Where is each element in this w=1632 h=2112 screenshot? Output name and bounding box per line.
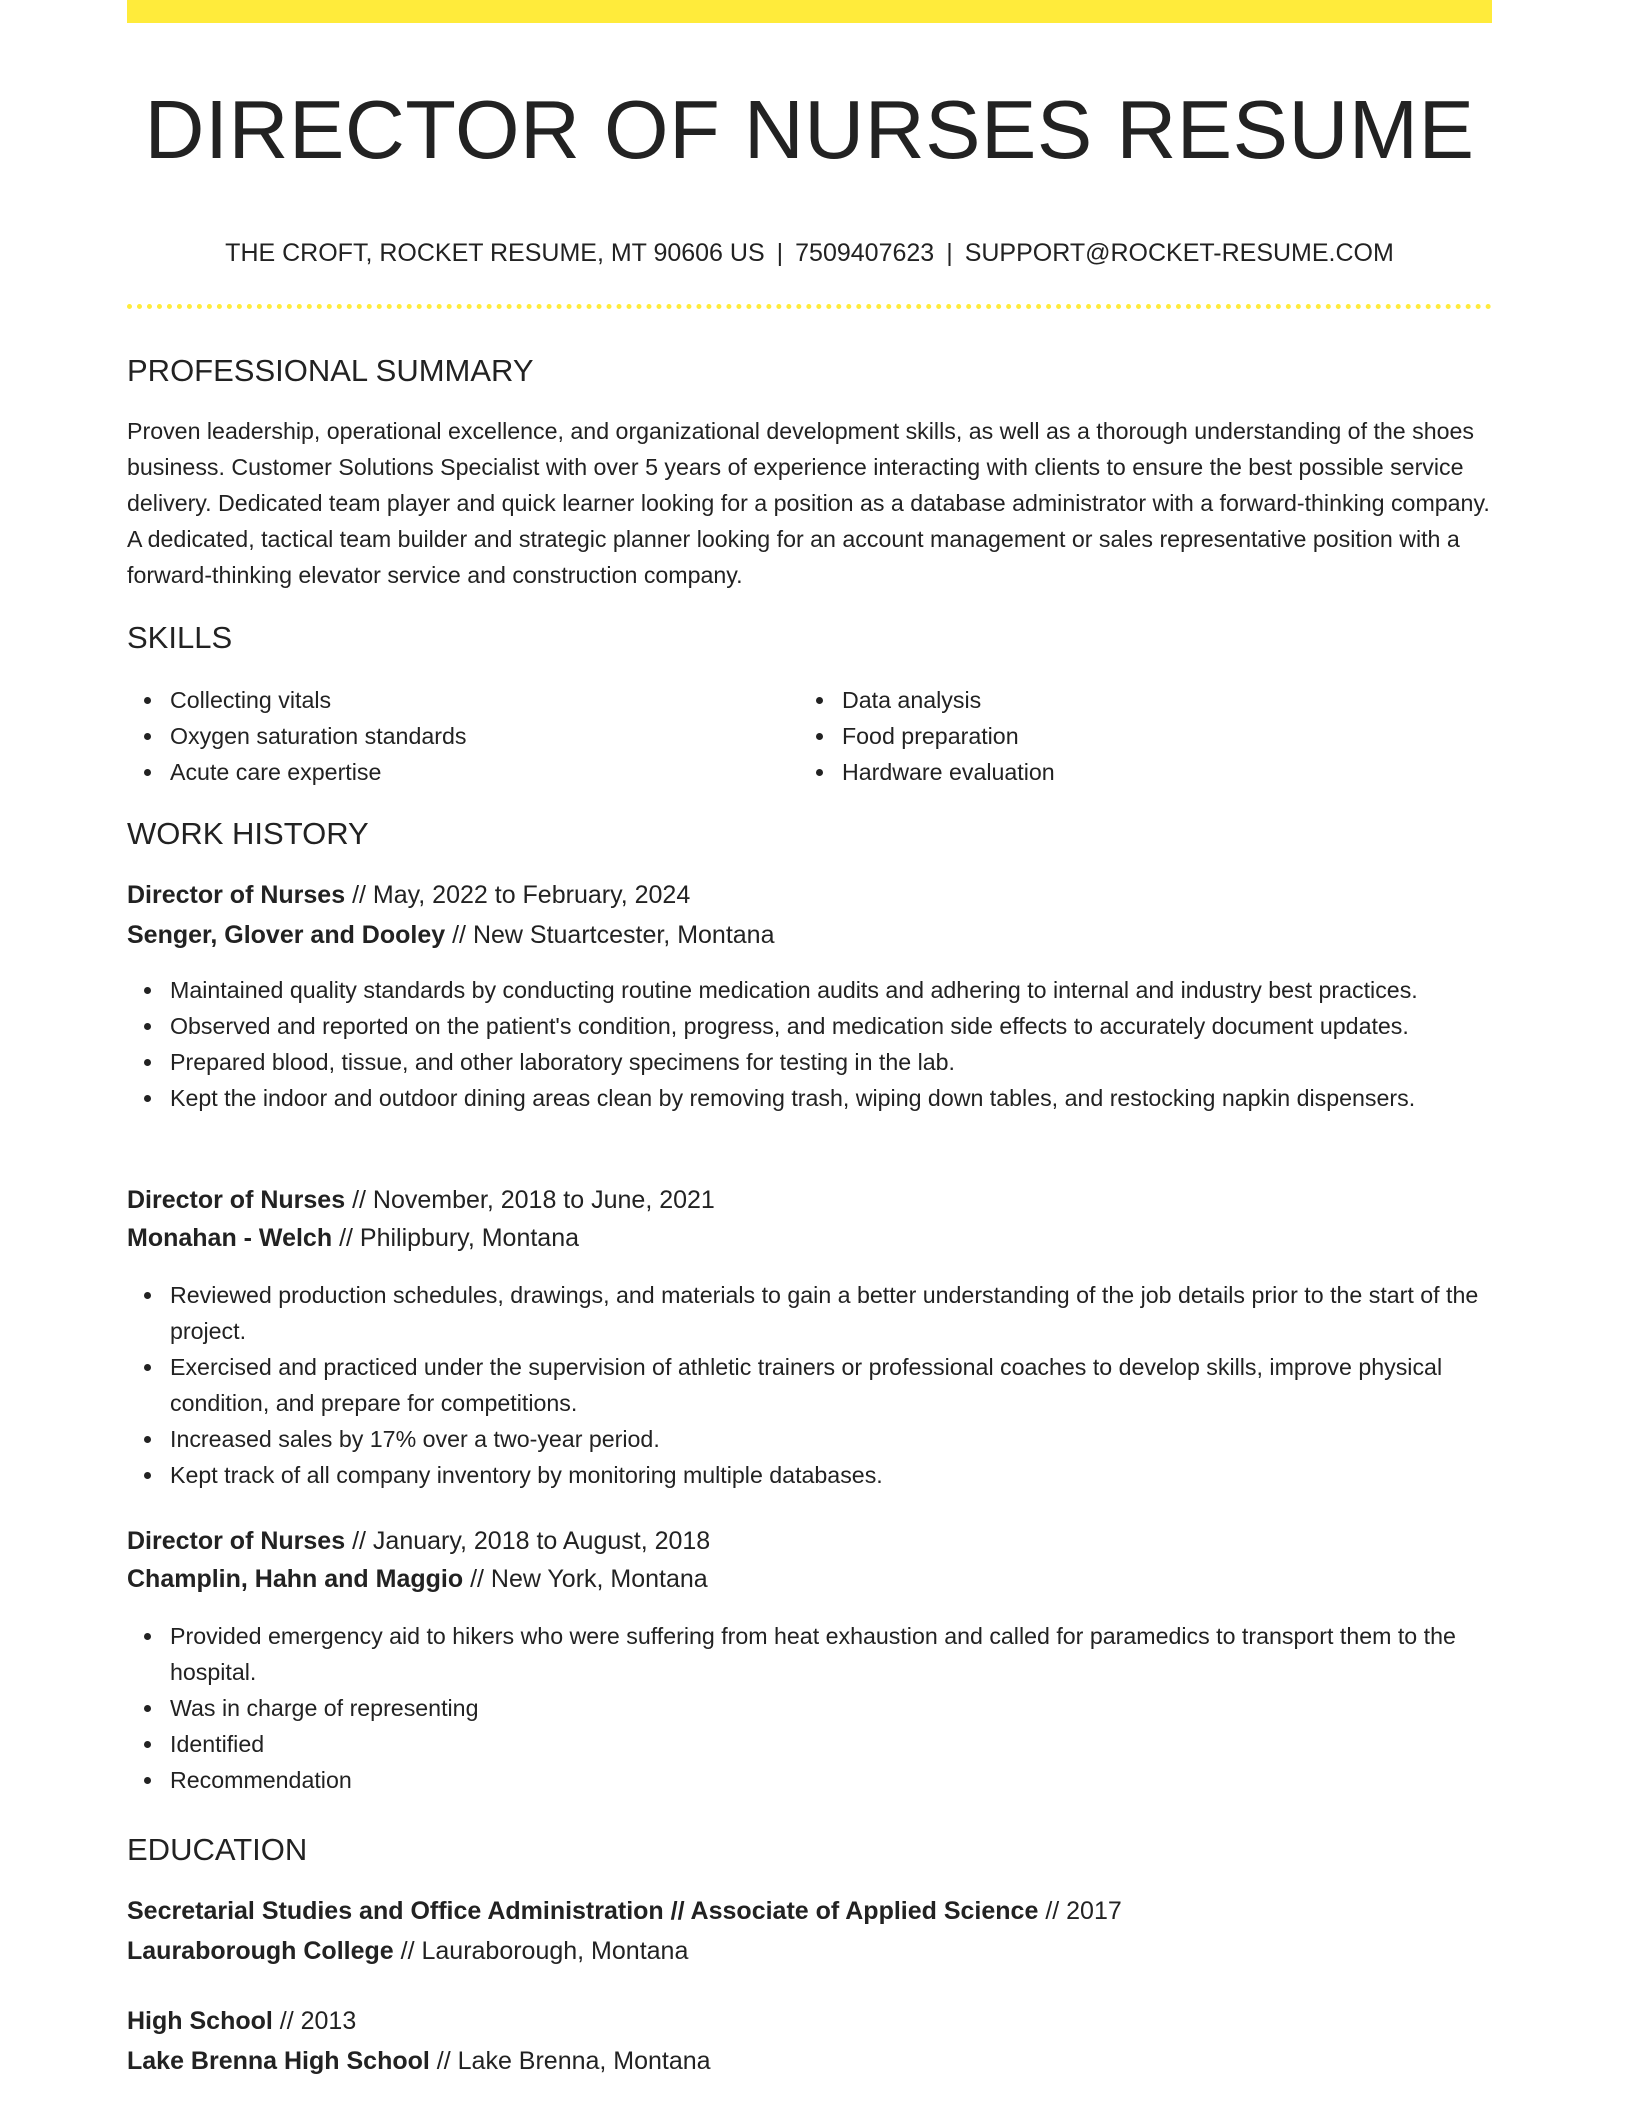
job-bullet: Reviewed production schedules, drawings, and materials to gain a better understanding of the job details prior to the start of the project. [127, 1277, 1492, 1349]
job-bullet: Was in charge of representing [127, 1690, 1492, 1726]
section-heading-work-history: WORK HISTORY [127, 816, 369, 851]
skill-item: Collecting vitals [127, 682, 799, 718]
job-title: Director of Nurses [127, 1186, 346, 1214]
education-degree-line [127, 2002, 356, 2040]
job-bullet: Kept track of all company inventory by monitoring multiple databases. [127, 1457, 1492, 1493]
education-school-line [127, 2042, 711, 2080]
contact-line [127, 235, 1492, 271]
job-company-line [127, 1219, 579, 1257]
job-bullet: Increased sales by 17% over a two-year period. [127, 1421, 1492, 1457]
skill-item: Hardware evaluation [799, 754, 1471, 790]
resume-title: DIRECTOR OF NURSES RESUME [144, 83, 1475, 176]
job-dates: // November, 2018 to June, 2021 [352, 1186, 715, 1214]
job-company: Champlin, Hahn and Maggio [127, 1565, 464, 1593]
job-company: Senger, Glover and Dooley [127, 921, 446, 949]
job-bullets [127, 1277, 1492, 1493]
education-year: // 2017 [1045, 1897, 1122, 1925]
job-location: // New Stuartcester, Montana [452, 921, 775, 949]
job-company: Monahan - Welch [127, 1224, 333, 1252]
job-company-line [127, 1560, 708, 1598]
job-title-line [127, 1522, 710, 1560]
job-bullets [127, 1618, 1492, 1798]
job-bullet: Prepared blood, tissue, and other laboratory specimens for testing in the lab. [127, 1044, 1492, 1080]
section-heading-summary: PROFESSIONAL SUMMARY [127, 353, 534, 388]
contact-separator: | [776, 239, 784, 267]
job-location: // Philipbury, Montana [339, 1224, 580, 1252]
accent-top-bar [127, 0, 1492, 23]
job-dates: // May, 2022 to February, 2024 [352, 881, 691, 909]
education-school-line [127, 1932, 688, 1970]
job-dates: // January, 2018 to August, 2018 [352, 1527, 711, 1555]
section-heading-education: EDUCATION [127, 1832, 308, 1867]
job-company-line [127, 916, 775, 954]
job-title-line [127, 1181, 715, 1219]
education-degree: High School [127, 2007, 273, 2035]
skill-item: Food preparation [799, 718, 1471, 754]
job-bullet: Kept the indoor and outdoor dining areas clean by removing trash, wiping down tables, and restocking napkin dispensers. [127, 1080, 1492, 1116]
job-bullet: Exercised and practiced under the supervision of athletic trainers or professional coaches to develop skills, improve physical condition, and prepare for competitions. [127, 1349, 1492, 1421]
skill-item: Oxygen saturation standards [127, 718, 799, 754]
job-title-line [127, 876, 690, 914]
job-bullet: Maintained quality standards by conducting routine medication audits and adhering to internal and industry best practices. [127, 972, 1492, 1008]
summary-text: Proven leadership, operational excellence, and organizational development skills, as well as a thorough understanding of the shoes business. Customer Solutions Specialist with over 5 years of experience interacting with clients to ensure the best possible service delivery. Dedicated team player and quick learner looking for a position as a database administrator with a forward-thinking company. A dedicated, tactical team builder and strategic planner looking for an account management or sales representative position with a forward-thinking elevator service and construction company. [127, 418, 1490, 588]
education-year: // 2013 [279, 2007, 357, 2035]
education-degree-line [127, 1892, 1122, 1930]
dotted-divider [127, 304, 1492, 309]
skill-item: Acute care expertise [127, 754, 799, 790]
contact-separator: | [946, 239, 953, 267]
job-bullet: Recommendation [127, 1762, 1492, 1798]
education-location: // Lake Brenna, Montana [436, 2047, 711, 2075]
skill-item: Data analysis [799, 682, 1471, 718]
education-degree: Secretarial Studies and Office Administration // Associate of Applied Science [127, 1897, 1039, 1925]
education-school: Lake Brenna High School [127, 2047, 430, 2075]
job-bullet: Identified [127, 1726, 1492, 1762]
contact-email: SUPPORT@ROCKET-RESUME.COM [964, 239, 1394, 267]
job-bullet: Provided emergency aid to hikers who were suffering from heat exhaustion and called for paramedics to transport them to the hospital. [127, 1618, 1492, 1690]
education-school: Lauraborough College [127, 1937, 394, 1965]
job-bullets [127, 972, 1492, 1116]
job-location: // New York, Montana [470, 1565, 708, 1593]
job-title: Director of Nurses [127, 1527, 346, 1555]
job-bullet: Observed and reported on the patient's condition, progress, and medication side effects to accurately document updates. [127, 1008, 1492, 1044]
contact-phone: 7509407623 [795, 239, 935, 267]
education-location: // Lauraborough, Montana [400, 1937, 689, 1965]
contact-address: THE CROFT, ROCKET RESUME, MT 90606 US [225, 239, 765, 267]
section-heading-skills: SKILLS [127, 620, 233, 655]
skills-list [127, 682, 1492, 790]
job-title: Director of Nurses [127, 881, 346, 909]
